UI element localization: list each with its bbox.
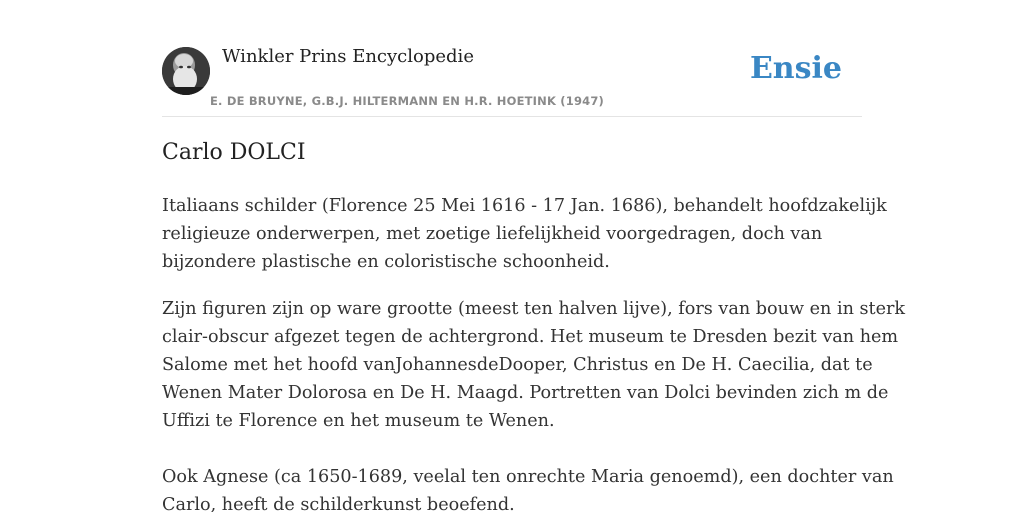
- paragraph-line: Uffizi te Florence en het museum te Wenen.: [162, 411, 555, 431]
- brand-logo[interactable]: Ensie: [749, 51, 842, 86]
- paragraph-line: Carlo, heeft de schilderkunst beoefend.: [162, 495, 515, 512]
- paragraph-line: clair-obscur afgezet tegen de achtergrond. Het museum te Dresden bezit van hem: [162, 327, 899, 347]
- author-avatar[interactable]: [162, 47, 210, 95]
- paragraph-line: religieuze onderwerpen, met zoetige liefelijkheid voorgedragen, doch van: [162, 224, 823, 244]
- authors-credit[interactable]: E. DE BRUYNE, G.B.J. HILTERMANN EN H.R. HOETINK (1947): [210, 94, 605, 108]
- paragraph-line: Italiaans schilder (Florence 25 Mei 1616 - 17 Jan. 1686), behandelt hoofdzakelijk: [162, 196, 887, 216]
- paragraph: [162, 295, 906, 435]
- site-name[interactable]: Winkler Prins Encyclopedie: [222, 46, 474, 67]
- header: [162, 46, 862, 117]
- paragraph-line: bijzondere plastische en coloristische schoonheid.: [162, 252, 610, 272]
- article-title: Carlo DOLCI: [162, 140, 306, 165]
- paragraph-line: Wenen Mater Dolorosa en De H. Maagd. Portretten van Dolci bevinden zich m de: [162, 383, 889, 403]
- paragraph: [162, 463, 894, 512]
- paragraph-line: Zijn figuren zijn op ware grootte (meest ten halven lijve), fors van bouw en in sterk: [162, 299, 906, 319]
- paragraph: [162, 192, 887, 276]
- paragraph-line: Salome met het hoofd vanJohannesdeDooper, Christus en De H. Caecilia, dat te: [162, 355, 873, 375]
- portrait-icon: [162, 47, 210, 95]
- paragraph-line: Ook Agnese (ca 1650-1689, veelal ten onrechte Maria genoemd), een dochter van: [162, 467, 894, 487]
